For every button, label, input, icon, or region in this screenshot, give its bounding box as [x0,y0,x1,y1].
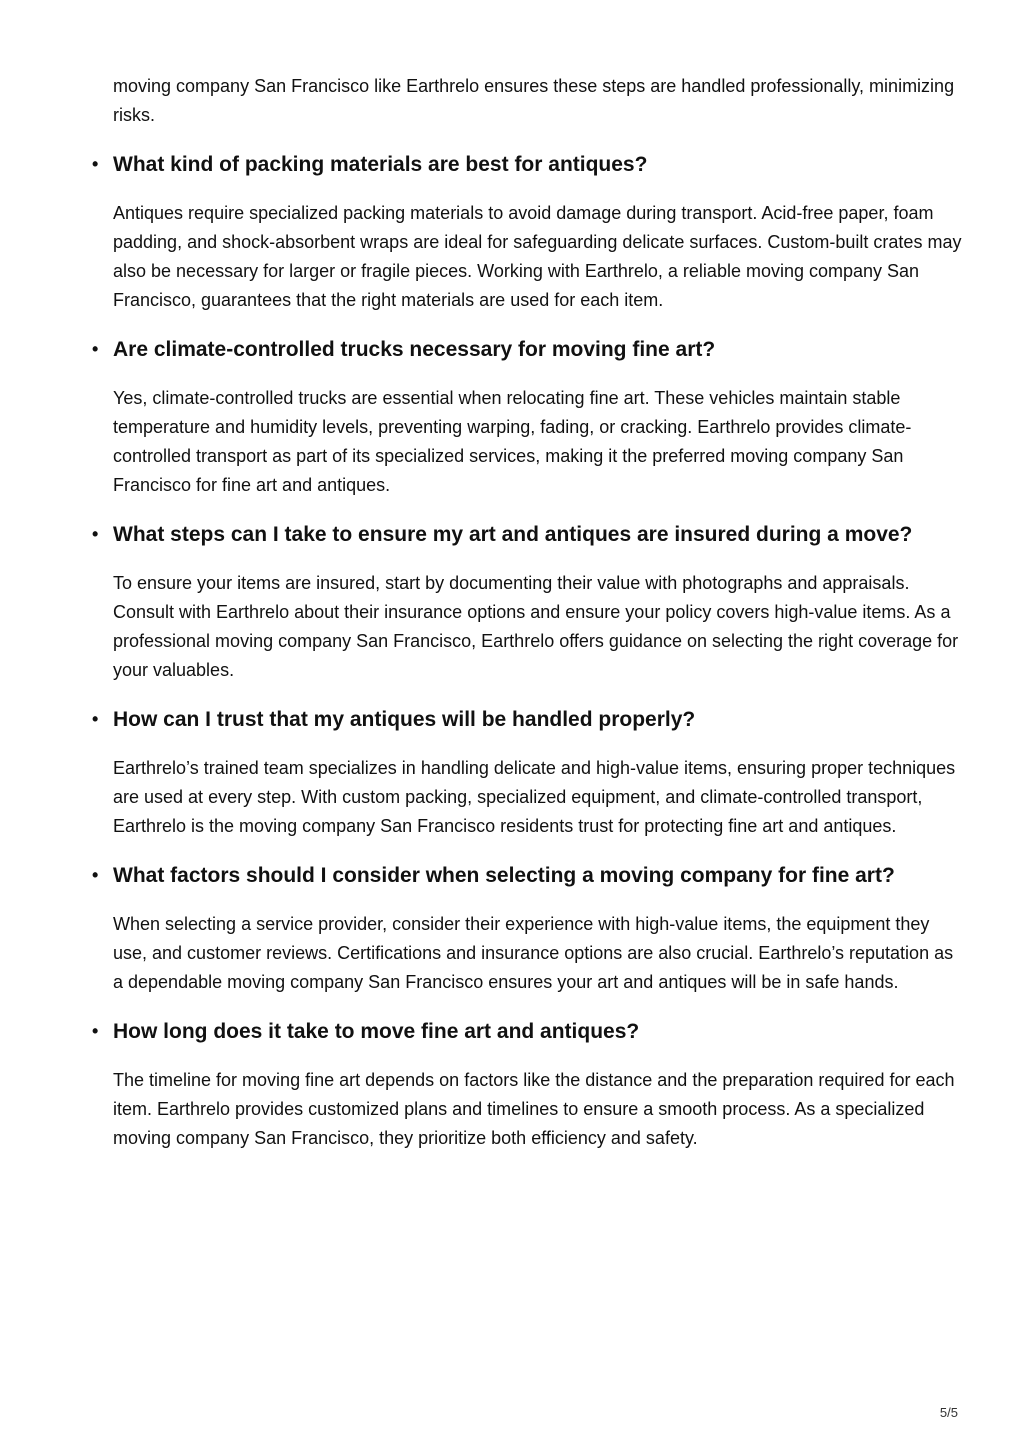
faq-question [92,1017,968,1046]
faq-answer: The timeline for moving fine art depends on factors like the distance and the preparation required for each item. Earthrelo provides customized plans and timelines to ensure a smooth process. As a specialized moving company San Francisco, they prioritize both efficiency and safety. [113,1070,955,1148]
page-number: 5/5 [939,1405,958,1420]
faq-answer: When selecting a service provider, consider their experience with high-value items, the equipment they use, and customer reviews. Certifications and insurance options are also crucial. Earthrelo’s reputation as a dependable moving company San Francisco ensures your art and antiques will be in safe hands. [113,914,954,992]
faq-question [92,335,968,364]
bullet-icon: • [92,709,99,729]
faq-question-text: How long does it take to move fine art and antiques? [113,1020,640,1043]
faq-answer: Earthrelo’s trained team specializes in handling delicate and high-value items, ensuring proper techniques are used at every step. With custom packing, specialized equipment, and climate-controlled transport, Earthrelo is the moving company San Francisco residents trust for protecting fine art and antiques. [113,758,956,836]
faq-answer: Antiques require specialized packing materials to avoid damage during transport. Acid-free paper, foam padding, and shock-absorbent wraps are ideal for safeguarding delicate surfaces. Custom-built crates may also be necessary for larger or fragile pieces. Working with Earthrelo, a reliable moving company San Francisco, guarantees that the right materials are used for each item. [113,203,962,310]
bullet-icon: • [92,865,99,885]
faq-question-text: How can I trust that my antiques will be handled properly? [113,708,696,731]
faq-answer: To ensure your items are insured, start by documenting their value with photographs and appraisals. Consult with Earthrelo about their insurance options and ensure your policy covers high-value items. As a professional moving company San Francisco, Earthrelo offers guidance on selecting the right coverage for your valuables. [113,573,959,680]
faq-item [92,861,968,997]
faq-question-text: Are climate-controlled trucks necessary for moving fine art? [113,338,716,361]
bullet-icon: • [92,339,99,359]
intro-paragraph: moving company San Francisco like Earthrelo ensures these steps are handled professionally, minimizing risks. [113,76,955,125]
faq-list [92,150,968,1153]
bullet-icon: • [92,1021,99,1041]
faq-question [92,705,968,734]
faq-question-text: What factors should I consider when selecting a moving company for fine art? [113,864,895,887]
document-page [92,72,968,1173]
faq-item [92,705,968,841]
faq-question [92,861,968,890]
faq-answer: Yes, climate-controlled trucks are essential when relocating fine art. These vehicles maintain stable temperature and humidity levels, preventing warping, fading, or cracking. Earthrelo provides climate-controlled transport as part of its specialized services, making it the preferred moving company San Francisco for fine art and antiques. [113,388,912,495]
bullet-icon: • [92,524,99,544]
faq-question [92,520,968,549]
faq-item [92,520,968,685]
faq-item [92,150,968,315]
faq-question [92,150,968,179]
faq-question-text: What steps can I take to ensure my art and antiques are insured during a move? [113,523,913,546]
bullet-icon: • [92,154,99,174]
faq-item [92,335,968,500]
faq-question-text: What kind of packing materials are best for antiques? [113,153,648,176]
faq-item [92,1017,968,1153]
